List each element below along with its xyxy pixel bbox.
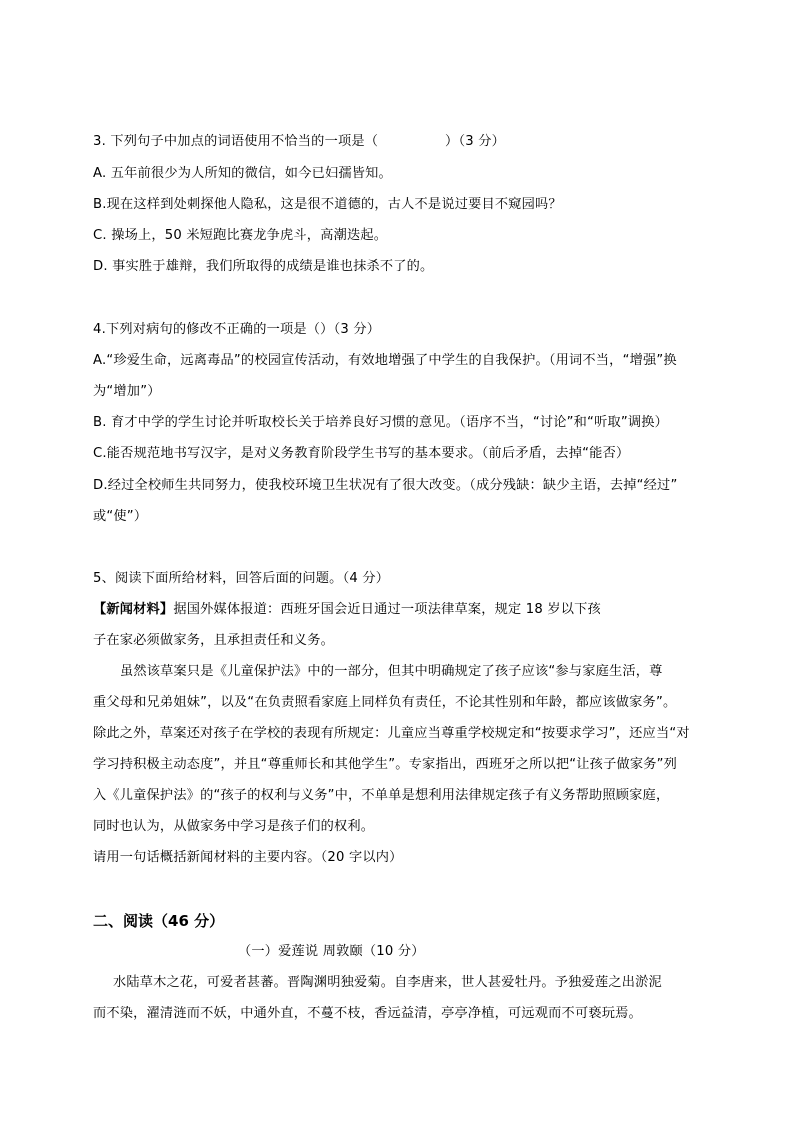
q5-news-lead-line1 [93, 600, 601, 620]
q4-stem: 4.下列对病句的修改不正确的一项是（）（3 分） [93, 322, 381, 337]
q4-option-b: B. 育才中学的学生讨论并听取校长关于培养良好习惯的意见。（语序不当，“讨论”和“听取”调换） [93, 415, 669, 430]
q5-paragraph-line1: 虽然该草案只是《儿童保护法》中的一部分，但其中明确规定了孩子应该“参与家庭生活，尊 [120, 664, 663, 679]
ailian-text-line2: 而不染，濯清涟而不妖，中通外直，不蔓不枝，香远益清，亭亭净植，可远观而不可亵玩焉。 [93, 1006, 642, 1021]
q4-option-a-line1: A.“珍爱生命，远离毒品”的校园宣传活动，有效地增强了中学生的自我保护。（用词不当，“增强”换 [93, 353, 677, 368]
q5-paragraph-line5: 入《儿童保护法》的“孩子的权利与义务”中，不单单是想利用法律规定孩子有义务帮助照顾家庭， [93, 788, 670, 803]
q3-option-c: C. 操场上，50 米短跑比赛龙争虎斗，高潮迭起。 [93, 228, 388, 243]
news-lead-text: 据国外媒体报道：西班牙国会近日通过一项法律草案，规定 18 岁以下孩 [173, 602, 601, 617]
q3-option-d: D. 事实胜于雄辩，我们所取得的成绩是谁也抹杀不了的。 [93, 259, 434, 274]
q5-paragraph-line4: 学习持积极主动态度”，并且“尊重师长和其他学生”。专家指出，西班牙之所以把“让孩子做家务”列 [93, 757, 678, 772]
q4-option-d-line2: 或“使”） [93, 509, 148, 524]
q4-option-c: C.能否规范地书写汉字，是对义务教育阶段学生书写的基本要求。（前后矛盾，去掉“能否） [93, 446, 630, 461]
q3-option-a: A. 五年前很少为人所知的微信，如今已妇孺皆知。 [93, 166, 392, 181]
q5-question: 请用一句话概括新闻材料的主要内容。（20 字以内） [93, 850, 403, 865]
q5-paragraph-line3: 除此之外，草案还对孩子在学校的表现有所规定：儿童应当尊重学校规定和“按要求学习”，还应当“对 [93, 726, 690, 741]
q4-option-d-line1: D.经过全校师生共同努力，使我校环境卫生状况有了很大改变。（成分残缺：缺少主语，去掉“经过” [93, 478, 678, 493]
q5-paragraph-line2: 重父母和兄弟姐妹”，以及“在负责照看家庭上同样负有责任，不论其性别和年龄，都应该做家务”。 [93, 695, 677, 710]
section2-subtitle: （一）爱莲说 周敦颐（10 分） [238, 944, 425, 959]
q3-option-b: B.现在这样到处刺探他人隐私，这是很不道德的，古人不是说过要目不窥园吗？ [93, 197, 562, 212]
q4-option-a-line2: 为“增加”） [93, 384, 161, 399]
q5-paragraph-line6: 同时也认为，从做家务中学习是孩子们的权利。 [93, 819, 375, 834]
ailian-text-line1: 水陆草木之花，可爱者甚蕃。晋陶渊明独爱菊。自李唐来，世人甚爱牡丹。予独爱莲之出淤泥 [113, 975, 662, 990]
q3-stem: 3. 下列句子中加点的词语使用不恰当的一项是（ ）（3 分） [93, 134, 505, 149]
q5-news-lead-line2: 子在家必须做家务，且承担责任和义务。 [93, 633, 334, 648]
q5-stem: 5、阅读下面所给材料，回答后面的问题。（4 分） [93, 571, 390, 586]
news-material-tag: 【新闻材料】 [93, 602, 174, 617]
section2-heading: 二、阅读（46 分） [93, 912, 225, 930]
